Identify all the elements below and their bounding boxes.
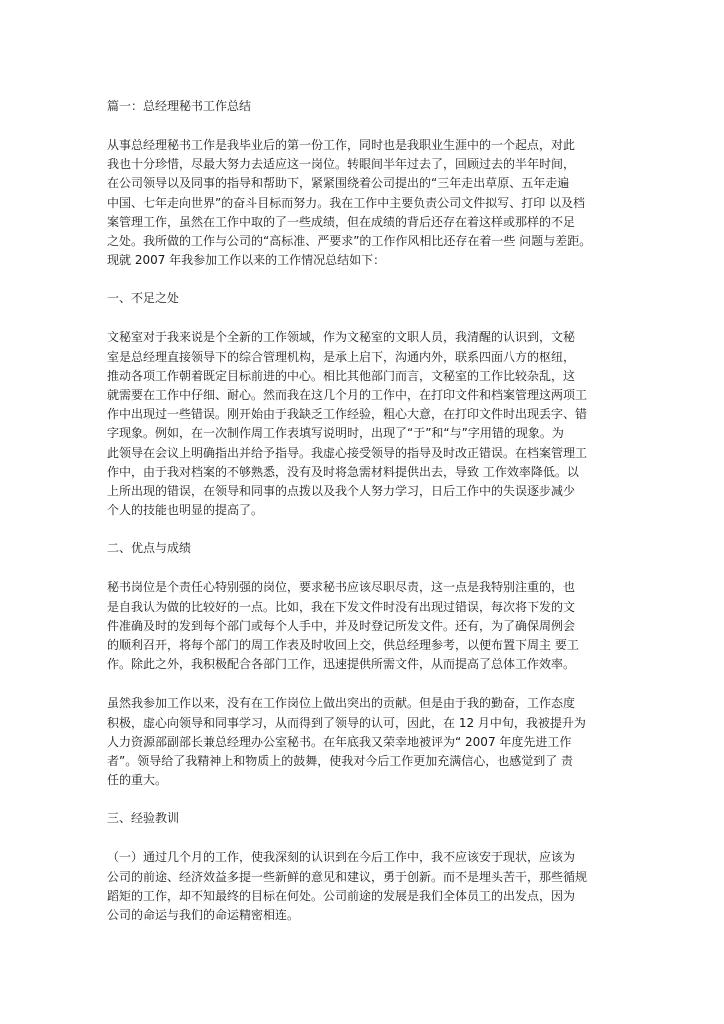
paragraph-line: 秘书岗位是个责任心特别强的岗位，要求秘书应该尽职尽责，这一点是我特别注重的，也 [107,580,576,595]
paragraph-line: 我也十分珍惜，尽最大努力去适应这一岗位。转眼间半年过去了，回顾过去的半年时间， [107,157,576,172]
paragraph-line: 是自我认为做的比较好的一点。比如，我在下发文件时没有出现过错误，每次将下发的文 [107,599,576,614]
paragraph-line: 个人的技能也明显的提高了。 [107,503,264,518]
paragraph-line: 字现象。例如，在一次制作周工作表填写说明时，出现了“于”和“与”字用错的现象。为 [107,426,564,441]
paragraph-line: 任的重大。 [107,773,168,788]
paragraph-line: 室是总经理直接领导下的综合管理机构，是承上启下，沟通内外，联系四面八方的枢纽， [107,349,576,364]
paragraph-line: 作中出现过一些错误。刚开始由于我缺乏工作经验，粗心大意，在打印文件时出现丢字、错 [107,407,588,422]
strengths-paragraph-2 [107,694,623,790]
intro-paragraph [107,136,623,270]
paragraph-line: 的顺利召开，将每个部门的周工作表及时收回上交，供总经理参考，以便布置下周主 要工 [107,638,579,653]
strengths-paragraph-1 [107,578,623,674]
paragraph-line: 在公司领导以及同事的指导和帮助下，紧紧围绕着公司提出的“三年走出草原、五年走遍 [107,176,570,191]
paragraph-line: 人力资源部副部长兼总经理办公室秘书。在年底我又荣幸地被评为“ 2007 年度先进工作 [107,734,572,749]
paragraph-line: 案管理工作，虽然在工作中取的了一些成绩，但在成绩的背后还存在着这样或那样的不足 [107,214,576,229]
paragraph-line: 此领导在会议上明确指出并给予指导。我虚心接受领导的指导及时改正错误。在档案管理工 [107,445,588,460]
paragraph-line: 文秘室对于我来说是个全新的工作领域，作为文秘室的文职人员，我清醒的认识到，文秘 [107,330,576,345]
paragraph-line: 公司的命运与我们的命运精密相连。 [107,908,300,923]
paragraph-line: 就需要在工作中仔细、耐心。然而我在这几个月的工作中，在打印文件和档案管理这两项工 [107,388,588,403]
paragraph-line: 从事总经理秘书工作是我毕业后的第一份工作，同时也是我职业生涯中的一个起点，对此 [107,138,576,152]
section-heading-strengths: 二、优点与成绩 [107,541,192,556]
section-heading-lessons: 三、经验教训 [107,811,180,826]
paragraph-line: 作中，由于我对档案的不够熟悉，没有及时将急需材料提供出去，导致 工作效率降低。以 [107,464,579,479]
paragraph-line: 积极，虚心向领导和同事学习，从而得到了领导的认可，因此，在 12 月中旬，我被提升为 [107,715,586,730]
paragraph-line: 蹈矩的工作，却不知最终的目标在何处。公司前途的发展是我们全体员工的出发点，因为 [107,888,576,903]
paragraph-line: 虽然我参加工作以来，没有在工作岗位上做出突出的贡献。但是由于我的勤奋，工作态度 [107,696,576,711]
paragraph-line: 件准确及时的发到每个部门或每个人手中，并及时登记所发文件。还有，为了确保周例会 [107,618,576,633]
paragraph-line: 中国、七年走向世界”的奋斗目标而努力。我在工作中主要负责公司文件拟写、打印 以及档 [107,195,586,210]
paragraph-line: 上所出现的错误，在领导和同事的点拨以及我个人努力学习，日后工作中的失误逐步减少 [107,484,576,499]
shortcomings-paragraph [107,328,623,520]
paragraph-line: 公司的前途、经济效益多提一些新鲜的意见和建议，勇于创新。而不是埋头苦干，那些循规 [107,869,588,884]
paragraph-line: 推动各项工作朝着既定目标前进的中心。相比其他部门而言，文秘室的工作比较杂乱，这 [107,368,576,383]
lessons-paragraph [107,848,623,925]
paragraph-line: 现就 2007 年我参加工作以来的工作情况总结如下： [107,253,386,268]
section-heading-shortcomings: 一、不足之处 [107,291,180,306]
paragraph-line: （一）通过几个月的工作，使我深刻的认识到在今后工作中，我不应该安于现状，应该为 [107,850,576,865]
paragraph-line: 作。除此之外，我积极配合各部门工作，迅速提供所需文件，从而提高了总体工作效率。 [107,657,576,672]
document-title: 篇一：总经理秘书工作总结 [107,99,252,113]
paragraph-line: 者”。领导给了我精神上和物质上的鼓舞，使我对今后工作更加充满信心，也感觉到了 责 [107,754,574,769]
document-page [107,98,623,945]
paragraph-line: 之处。我所做的工作与公司的“高标准、严要求”的工作作风相比还存在着一些 问题与差距。 [107,234,592,249]
